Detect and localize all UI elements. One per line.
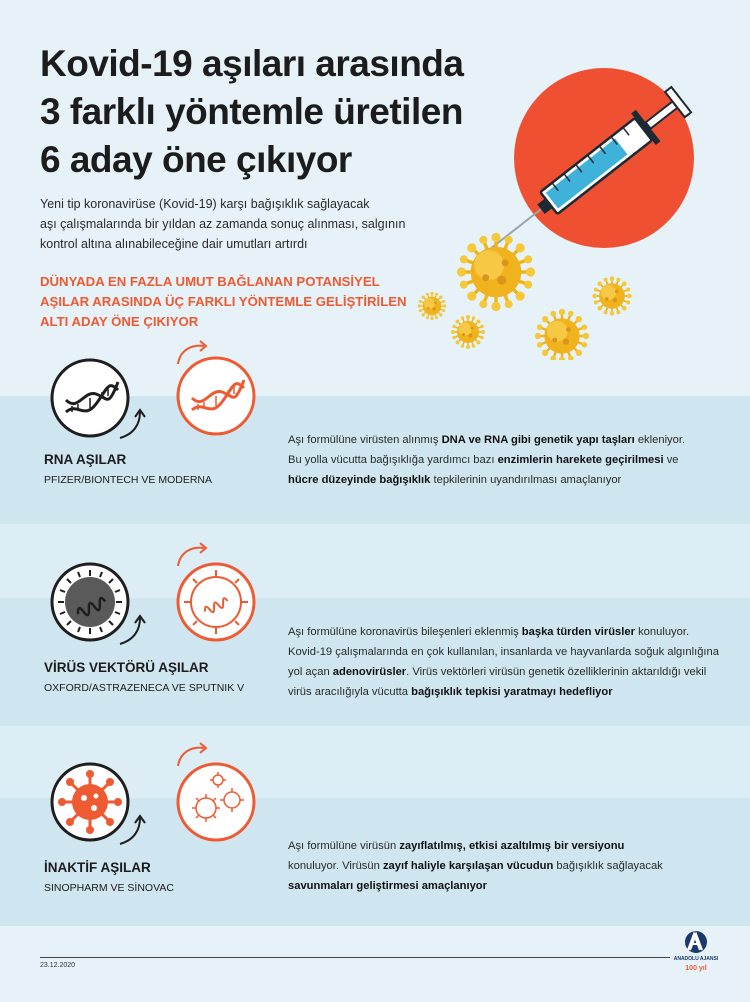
intro-line-1: Yeni tip koronavirüse (Kovid-19) karşı bağışıklık sağlayacak: [40, 197, 370, 211]
highlight-line-3: ALTI ADAY ÖNE ÇIKIYOR: [40, 314, 199, 329]
section-desc-vector: Aşı formülüne koronavirüs bileşenleri eklenmiş başka türden virüsler konuluyor. Kovid-19 çalışmalarında en çok kullanılan, insanlarda ve hayvanlarda soğuk algınlığına yol açan adenovirüsler. Virüs vektörleri virüsün genetik özelliklerinin aktarıldığı vekil virüs aracılığıyla vücutta bağışıklık tepkisi yaratmayı hedefliyor: [288, 626, 719, 698]
section-subtitle-vector: OXFORD/ASTRAZENECA VE SPUTNIK V: [44, 682, 245, 694]
footer-date: 23.12.2020: [40, 962, 76, 969]
intro-line-2: aşı çalışmalarında bir yıldan az zamanda sonuç alınması, salgının: [40, 217, 406, 231]
highlight-line-2: AŞILAR ARASINDA ÜÇ FARKLI YÖNTEMLE GELİŞTİRİLEN: [40, 294, 407, 309]
syringe-virus-illustration: [410, 40, 740, 360]
highlight-line-1: DÜNYADA EN FAZLA UMUT BAĞLANAN POTANSİYEL: [40, 274, 380, 289]
footer-divider: [40, 957, 670, 958]
dna-icon-orange: [170, 338, 270, 442]
anadolu-agency-logo: [672, 928, 732, 978]
title-line-2: 3 farklı yöntemle üretilen: [40, 91, 463, 132]
inactive-virus-icon-dark: [44, 756, 154, 850]
inactive-virus-icon-orange: [170, 740, 270, 844]
dna-icon-dark: [44, 354, 154, 444]
section-subtitle-rna: PFIZER/BIONTECH VE MODERNA: [44, 474, 213, 486]
title-line-1: Kovid-19 aşıları arasında: [40, 43, 464, 84]
title-line-3: 6 aday öne çıkıyor: [40, 139, 352, 180]
section-title-rna: RNA AŞILAR: [44, 452, 127, 467]
virus-vector-icon-dark: [44, 556, 154, 650]
section-subtitle-inactive: SINOPHARM VE SİNOVAC: [44, 882, 174, 894]
section-desc-rna: Aşı formülüne virüsten alınmış DNA ve RNA gibi genetik yapı taşları ekleniyor. Bu yolla vücutta bağışıklığa yardımcı bazı enzimlerin harekete geçirilmesi ve hücre düzeyinde bağışıklık tepkilerinin uyandırılması amaçlanıyor: [288, 434, 686, 486]
logo-anniversary: 100 yıl: [685, 965, 707, 972]
logo-text: ANADOLU AJANSI: [673, 956, 719, 962]
intro-line-3: kontrol altına alınabileceğine dair umutları artırdı: [40, 237, 308, 251]
virus-vector-icon-orange: [170, 540, 270, 644]
section-desc-inactive: Aşı formülüne virüsün zayıflatılmış, etkisi azaltılmış bir versiyonu konuluyor. Virüsün zayıf haliyle karşılaşan vücudun bağışıklık sağlayacak savunmaları geliştirmesi amaçlanıyor: [288, 840, 663, 892]
section-title-vector: VİRÜS VEKTÖRÜ AŞILAR: [44, 660, 209, 675]
section-title-inactive: İNAKTİF AŞILAR: [44, 860, 151, 875]
